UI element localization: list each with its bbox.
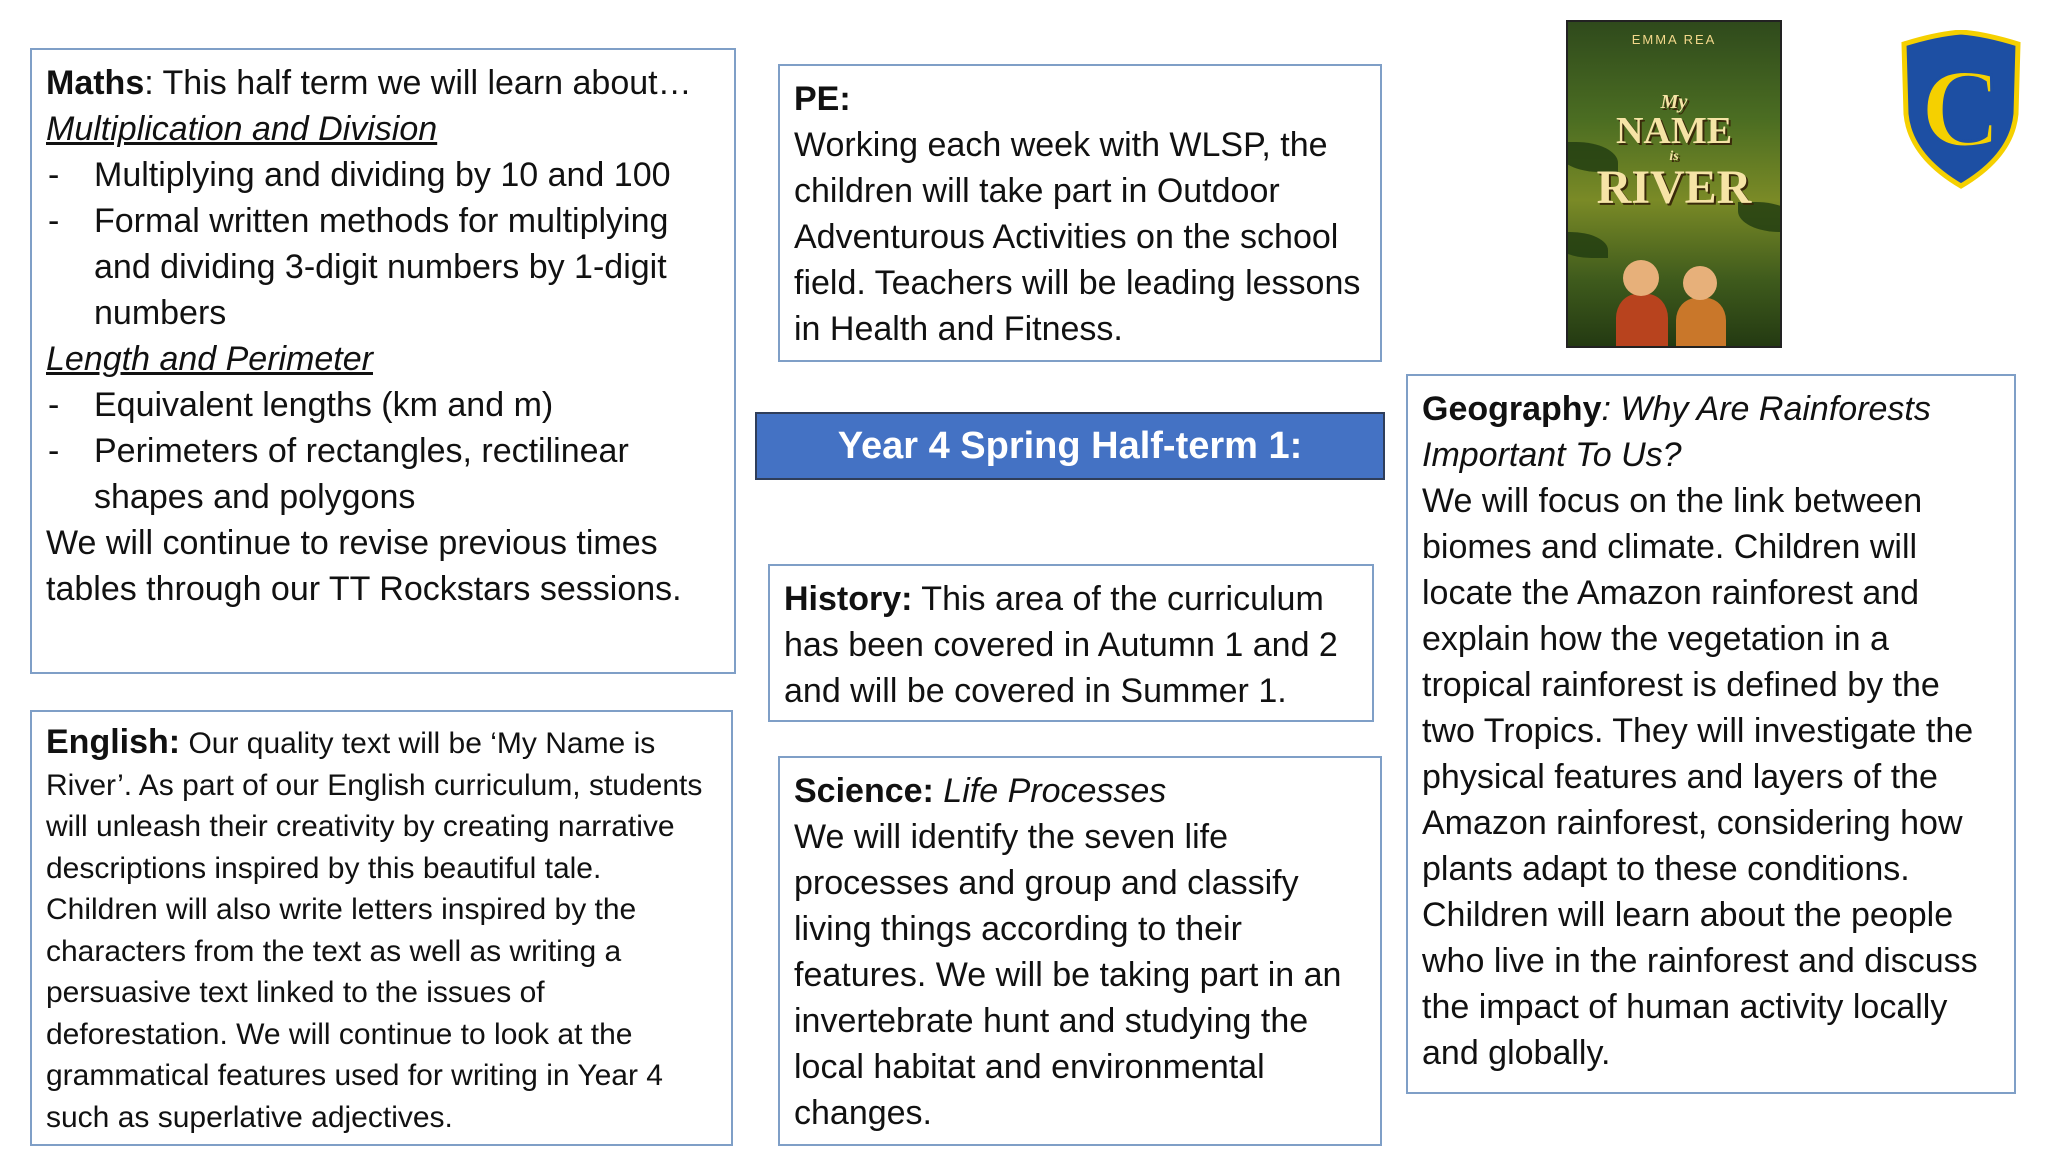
science-panel [778, 756, 1382, 1146]
book-cover-image [1566, 20, 1782, 348]
list-item: - Perimeters of rectangles, rectilinear shapes and polygons [46, 428, 720, 520]
history-body: This area of the curriculum has been covered in Autumn 1 and 2 and will be covered in Summer 1. [784, 580, 1338, 710]
science-subtitle: Life Processes [933, 772, 1167, 810]
list-item: - Multiplying and dividing by 10 and 100 [46, 152, 720, 198]
school-crest-logo [1896, 30, 2026, 190]
english-text [46, 722, 717, 1138]
list-item: - Equivalent lengths (km and m) [46, 382, 720, 428]
page-title: Year 4 Spring Half-term 1: [755, 412, 1385, 480]
maths-section2-title: Length and Perimeter [46, 340, 373, 378]
crest-letter: C [1920, 47, 2002, 171]
science-body: We will identify the seven life processes and group and classify living things according to their features. We will be taking part in an invertebrate hunt and studying the local habitat and environmental changes. [794, 818, 1342, 1132]
maths-section1-list [46, 152, 720, 336]
history-panel [768, 564, 1374, 722]
english-body: Our quality text will be ‘My Name is River’. As part of our English curriculum, students will unleash their creativity by creating narrative descriptions inspired by this beautiful tale. Children will also write letters inspired by the characters from the text as well as writing a persuasive text linked to the issues of deforestation. We will continue to look at the grammatical features used for writing in Year 4 such as superlative adjectives. [46, 727, 703, 1134]
list-item: - Formal written methods for multiplying and dividing 3-digit numbers by 1-digit numbers [46, 198, 720, 336]
history-text [784, 576, 1358, 714]
english-heading: English: [46, 723, 181, 761]
child-face [1623, 260, 1659, 296]
science-heading: Science: [794, 772, 934, 810]
child-figure [1676, 298, 1726, 348]
maths-section1-title: Multiplication and Division [46, 110, 438, 148]
maths-panel [30, 48, 736, 674]
child-figure [1616, 294, 1668, 348]
leaf-decoration [1566, 232, 1608, 258]
geography-body: We will focus on the link between biomes and climate. Children will locate the Amazon rainforest and explain how the vegetation in a tropical rainforest is defined by the two Tropics. They will investigate the physical features and layers of the Amazon rainforest, considering how plants adapt to these conditions. Children will learn about the people who live in the rainforest and discuss the impact of human activity locally and globally. [1422, 482, 1978, 1072]
maths-closing: We will continue to revise previous times tables through our TT Rockstars sessions. [46, 524, 682, 608]
pe-heading: PE: [794, 80, 851, 118]
maths-section2-list [46, 382, 720, 520]
child-face [1683, 266, 1717, 300]
geography-heading: Geography [1422, 390, 1602, 428]
geography-panel [1406, 374, 2016, 1094]
maths-intro: Maths: This half term we will learn about… [46, 64, 692, 102]
geography-subtitle: : Why Are Rainforests Important To Us? [1422, 390, 1931, 474]
maths-heading: Maths [46, 64, 145, 102]
pe-panel [778, 64, 1382, 362]
english-panel [30, 710, 733, 1146]
book-author: EMMA REA [1631, 32, 1717, 47]
history-heading: History: [784, 580, 913, 618]
book-title: My NAME is RIVER [1596, 91, 1752, 214]
pe-body: Working each week with WLSP, the children will take part in Outdoor Adventurous Activities on the school field. Teachers will be leading lessons in Health and Fitness. [794, 126, 1361, 348]
